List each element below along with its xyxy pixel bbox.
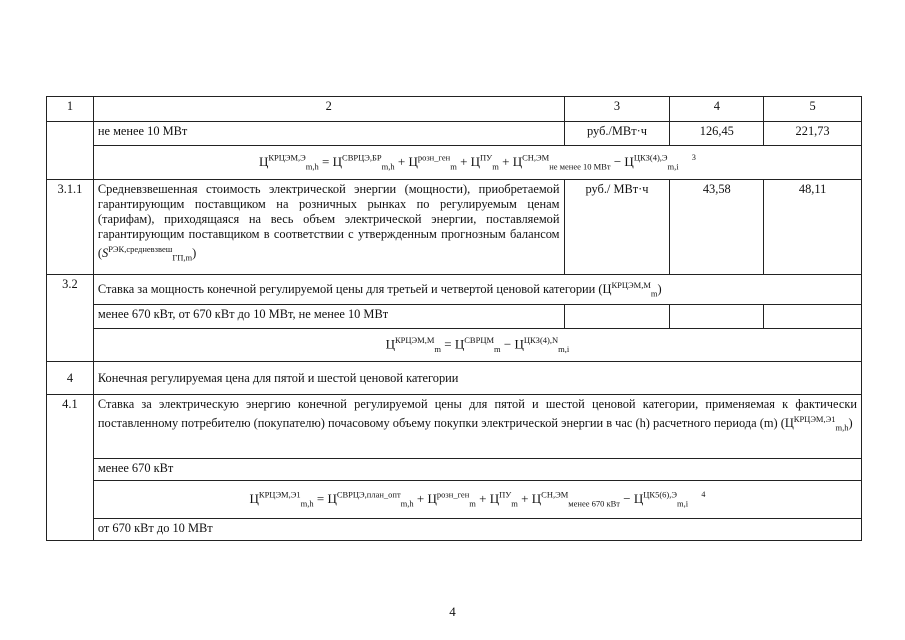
formula-krcem-m: $Ц^{КРЦЭМ,М}_m = Ц^{СВРЦМ}_m - Ц^{ЦКЗ(4),N}_{m,i}$ <box>93 329 861 362</box>
formula-krcem-e1: $Ц^{КРЦЭМ,Э1}_{m,h} = Ц^{СВРЦЭ,план\_опт}_{m,h} + Ц^{розн\_ген}_m + Ц^{ПУ}_m + Ц^{СН,ЭМ}_{менее 670 кВт} - Ц^{ЦК5(6),Э}_{m,i}$ $^4$ <box>93 481 861 519</box>
value-col-5: 48,11 <box>764 180 862 275</box>
formula-row <box>47 329 862 362</box>
row-number: 4 <box>47 362 94 395</box>
table-row <box>47 395 862 459</box>
footnote-mark: 3 <box>691 153 696 163</box>
row-description: от 670 кВт до 10 МВт <box>93 519 861 541</box>
value-col-4 <box>670 305 764 329</box>
header-col-1: 1 <box>47 97 94 122</box>
table-row <box>47 275 862 305</box>
row-description: Ставка за электрическую энергию конечной регулируемой цены для пятой и шестой ценовой категории, применяемая к фактически поставленному потребителю (покупателю) почасовому объему покупки электрической энергии в час (h) расчетного периода (m) $(Ц^{КРЦЭМ,Э1}_{m,h})$ <box>93 395 861 459</box>
value-col-5 <box>764 305 862 329</box>
header-col-5: 5 <box>764 97 862 122</box>
unit-cell: руб./МВт·ч <box>564 122 670 146</box>
row-number: 3.2 <box>47 275 94 362</box>
tariff-table <box>46 96 862 541</box>
table-row <box>47 519 862 541</box>
row-description: Ставка за мощность конечной регулируемой цены для третьей и четвертой ценовой категории $(Ц^{КРЦЭМ,М}_m)$ <box>93 275 861 305</box>
page-number: 4 <box>449 604 456 619</box>
row-description: Средневзвешенная стоимость электрической энергии (мощности), приобретаемой гарантирующим поставщиком на розничных рынках по регулируемым ценам (тарифам), приходящаяся на весь объем электрической энергии, поставляемой гарантирующим поставщиком в соответствии с утвержденным прогнозным балансом $(S^{РЭК,средневзвеш}_{ГП,m})$ <box>93 180 564 275</box>
footnote-mark: 4 <box>701 490 706 500</box>
header-row <box>47 97 862 122</box>
unit-cell <box>564 305 670 329</box>
row-number-cell <box>47 122 94 180</box>
formula-krcem-e: $Ц^{КРЦЭМ,Э}_{m,h} = Ц^{СВРЦЭ,БР}_{m,h} + Ц^{розн\_ген}_m + Ц^{ПУ}_m + Ц^{СН,ЭМ}_{не менее 10 МВт} - Ц^{ЦКЗ(4),Э}_{m,i}$ $^3$ <box>93 146 861 180</box>
formula-row <box>47 481 862 519</box>
table-row <box>47 180 862 275</box>
row-description: менее 670 кВт <box>93 459 861 481</box>
value-col-5: 221,73 <box>764 122 862 146</box>
header-col-3: 3 <box>564 97 670 122</box>
value-col-4: 126,45 <box>670 122 764 146</box>
table-row <box>47 305 862 329</box>
row-description: Конечная регулируемая цена для пятой и шестой ценовой категории <box>93 362 861 395</box>
table-row <box>47 122 862 146</box>
row-number: 3.1.1 <box>47 180 94 275</box>
row-description: не менее 10 МВт <box>93 122 564 146</box>
row-description: менее 670 кВт, от 670 кВт до 10 МВт, не менее 10 МВт <box>93 305 564 329</box>
header-col-2: 2 <box>93 97 564 122</box>
unit-cell: руб./ МВт·ч <box>564 180 670 275</box>
table-row <box>47 459 862 481</box>
value-col-4: 43,58 <box>670 180 764 275</box>
formula-row <box>47 146 862 180</box>
row-number: 4.1 <box>47 395 94 541</box>
table-row <box>47 362 862 395</box>
header-col-4: 4 <box>670 97 764 122</box>
